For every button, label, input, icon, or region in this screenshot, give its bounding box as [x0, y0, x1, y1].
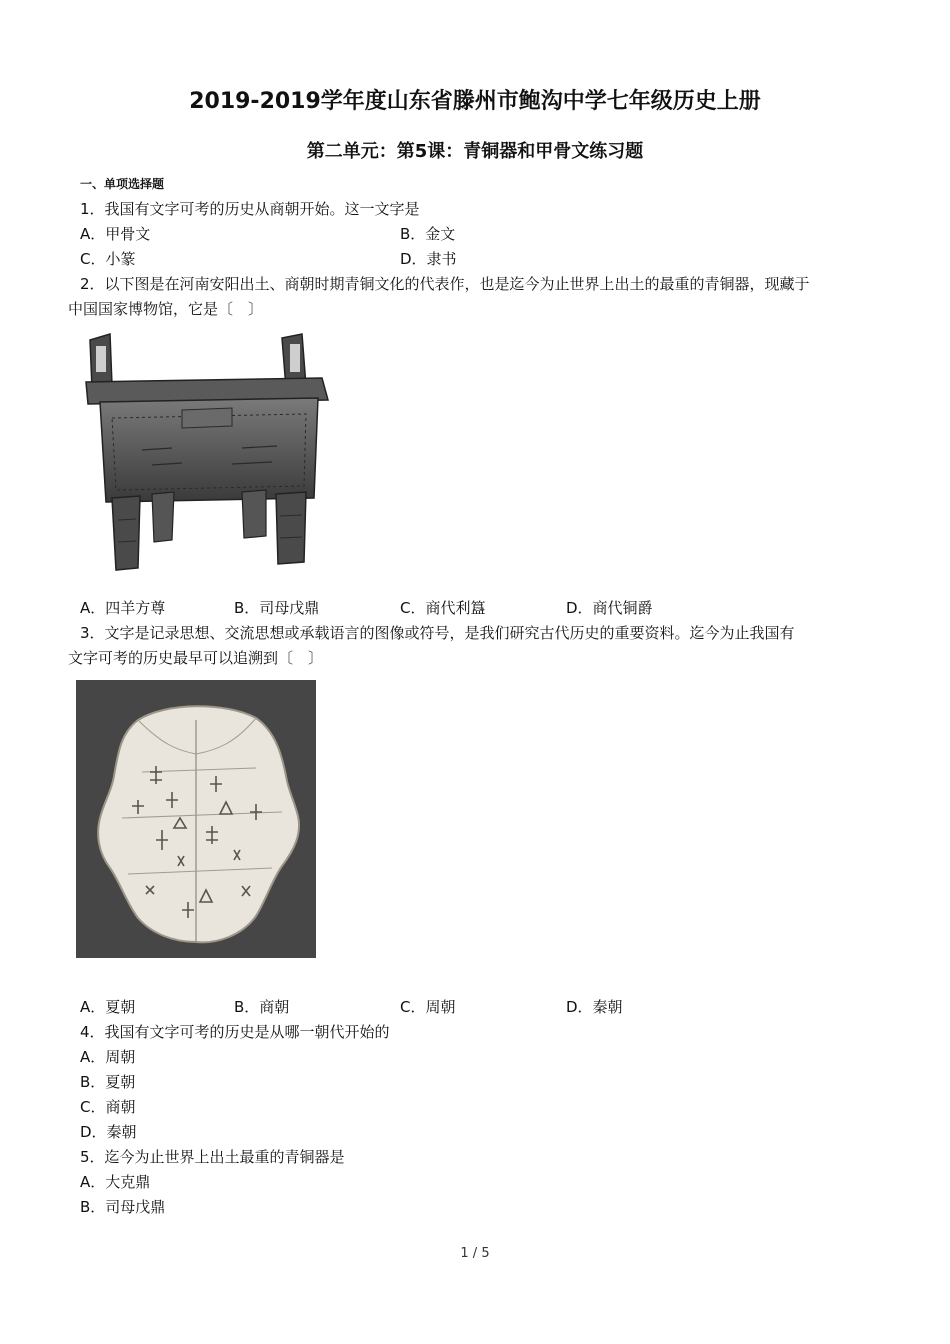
question-1-stem: 1．我国有文字可考的历史从商朝开始。这一文字是 [80, 200, 420, 218]
simuwu-ding-image [82, 330, 332, 575]
q5-option-b[interactable]: B．司母戊鼎 [80, 1198, 166, 1216]
question-4-stem: 4．我国有文字可考的历史是从哪一朝代开始的 [80, 1023, 390, 1041]
oracle-bone-image [76, 680, 316, 958]
question-3-stem: 3．文字是记录思想、交流思想或承载语言的图像或符号，是我们研究古代历史的重要资料。迄今为止我国有 [80, 624, 795, 642]
q3-option-a[interactable]: A．夏朝 [80, 998, 136, 1016]
q3-option-b[interactable]: B．商朝 [234, 998, 290, 1016]
q5-option-a[interactable]: A．大克鼎 [80, 1173, 151, 1191]
q2-option-c[interactable]: C．商代利簋 [400, 599, 486, 617]
page-number: 1 / 5 [460, 1246, 490, 1261]
q4-option-b[interactable]: B．夏朝 [80, 1073, 136, 1091]
q2-option-a[interactable]: A．四羊方尊 [80, 599, 166, 617]
q4-option-d[interactable]: D．秦朝 [80, 1123, 137, 1141]
q3-option-c[interactable]: C．周朝 [400, 998, 456, 1016]
q3-option-d[interactable]: D．秦朝 [566, 998, 623, 1016]
q2-option-d[interactable]: D．商代铜爵 [566, 599, 653, 617]
question-2-stem: 2．以下图是在河南安阳出土、商朝时期青铜文化的代表作，也是迄今为止世界上出土的最重的青铜器，现藏于 [80, 275, 810, 293]
q1-option-d[interactable]: D．隶书 [400, 250, 457, 268]
q1-option-c[interactable]: C．小篆 [80, 250, 136, 268]
q4-option-a[interactable]: A．周朝 [80, 1048, 136, 1066]
question-3-stem-cont: 文字可考的历史最早可以追溯到〔 〕 [68, 649, 324, 667]
page-title: 2019-2019学年度山东省滕州市鲍沟中学七年级历史上册 [189, 89, 761, 114]
section-label: 一、单项选择题 [80, 177, 165, 191]
question-2-stem-cont: 中国国家博物馆，它是〔 〕 [68, 300, 264, 318]
q2-option-b[interactable]: B．司母戊鼎 [234, 599, 320, 617]
q1-option-b[interactable]: B．金文 [400, 225, 456, 243]
page-subtitle: 第二单元：第5课：青铜器和甲骨文练习题 [306, 141, 644, 162]
q4-option-c[interactable]: C．商朝 [80, 1098, 136, 1116]
q1-option-a[interactable]: A．甲骨文 [80, 225, 151, 243]
question-5-stem: 5．迄今为止世界上出土最重的青铜器是 [80, 1148, 345, 1166]
